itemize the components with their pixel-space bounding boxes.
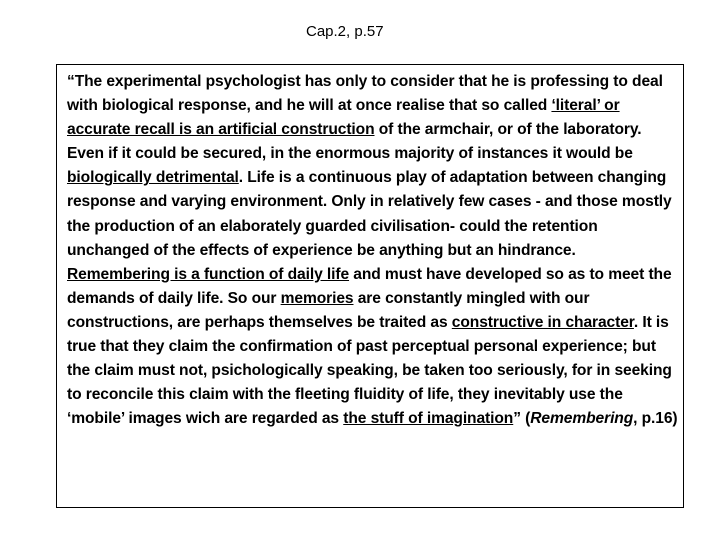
quote-segment: “The experimental psychologist has only to consider that he is professing to deal with biological response, and he will at once realise that so called xyxy=(67,73,663,115)
quote-segment: . It is true that they claim the confirmation of past perceptual personal experience; but the claim must not, psichologically speaking, be taken too seriously, for in seeking to reconcile this claim with the fleeting fluidity of life, they inevitably use the ‘mobile’ images wich are regarded as xyxy=(67,313,672,428)
quote-segment: of the armchair, or of the laboratory. Even if it could be secured, in the enormous majority of instances it would be xyxy=(67,121,642,163)
quote-segment-underlined: the stuff of imagination xyxy=(343,410,514,428)
quote-box xyxy=(56,64,684,508)
page-reference: Cap.2, p.57 xyxy=(306,23,384,40)
quote-text xyxy=(67,70,679,431)
quote-segment-underlined: Remembering is a function of daily life xyxy=(67,265,350,283)
quote-source-title: Remembering xyxy=(530,410,634,428)
quote-segment: , p.16) xyxy=(633,410,678,428)
quote-segment: . Life is a continuous play of adaptation between changing response and varying environment. Only in relatively few cases - and those mostly the production of an elaborately guarded civilisation- could the retention unchanged of the effects of experience be anything but an hindrance. xyxy=(67,169,672,259)
quote-segment-underlined: constructive in character xyxy=(451,313,634,331)
quote-segment-underlined: memories xyxy=(280,289,354,307)
quote-segment-underlined: ‘literal’ or accurate recall is an artificial construction xyxy=(67,97,620,139)
quote-segment: and must have developed so as to meet the demands of daily life. So our xyxy=(67,265,672,307)
quote-segment: are constantly mingled with our constructions, are perhaps themselves be traited as xyxy=(67,289,590,331)
quote-segment-underlined: biologically detrimental xyxy=(67,169,239,187)
quote-segment: ” ( xyxy=(513,410,531,428)
